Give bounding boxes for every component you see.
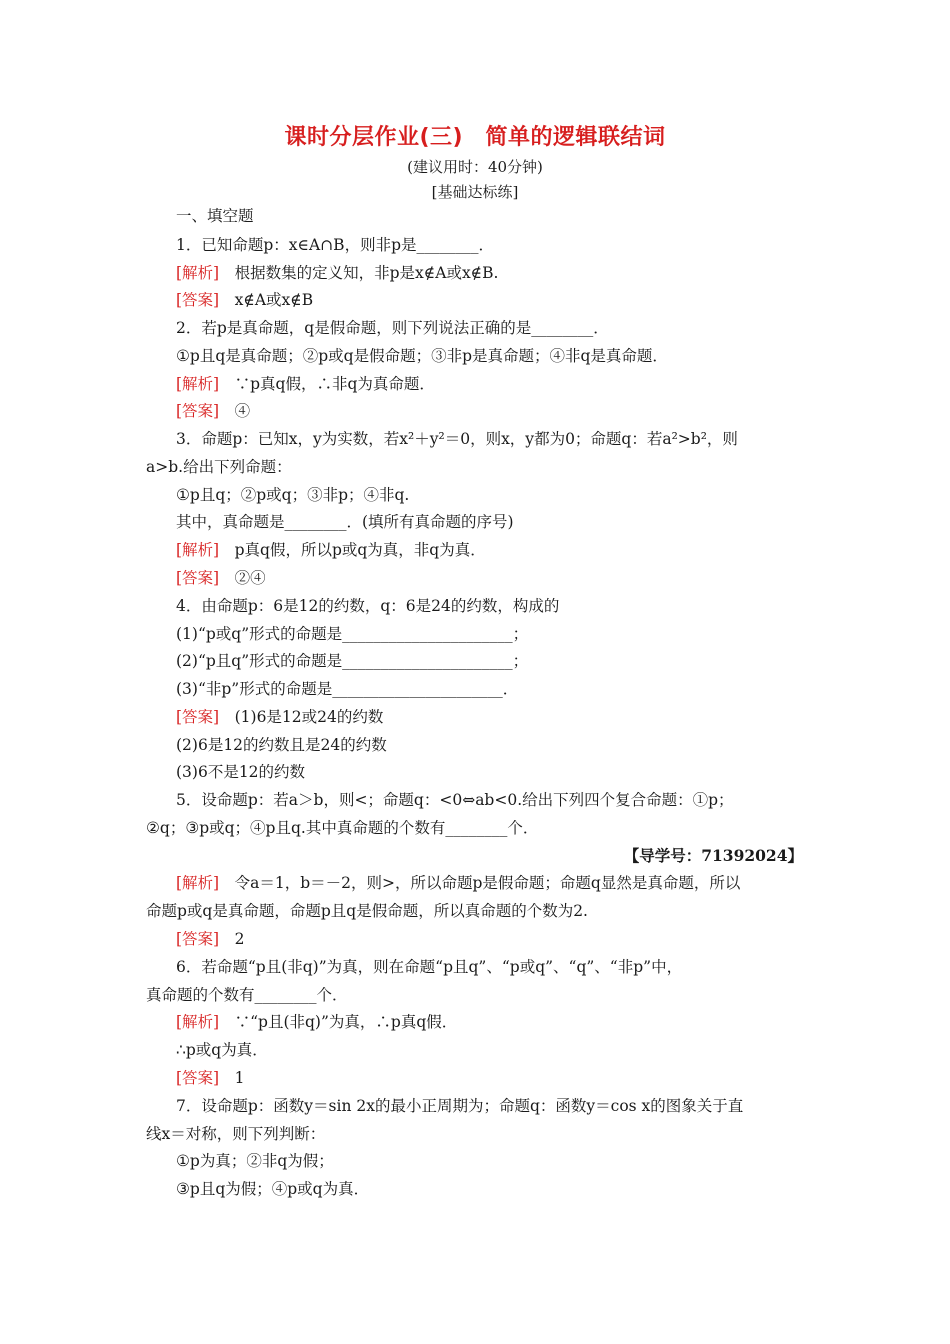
text-line [146, 901, 588, 921]
line-text: ③p且q为假；④p或q为真． [176, 1180, 370, 1198]
line-text: ∵“p且(非q)”为真，∴p真q假． [219, 1013, 458, 1031]
answer-line [176, 707, 383, 727]
answer-line [176, 1068, 244, 1088]
line-text: a>b.给出下列命题： [146, 458, 292, 476]
line-text: p真q假，所以p或q为真，非q为真． [219, 541, 486, 559]
text-line [176, 485, 409, 505]
page-title: 课时分层作业(三) 简单的逻辑联结词 [284, 125, 666, 150]
line-text: 其中，真命题是________．(填所有真命题的序号) [176, 513, 514, 531]
line-text: 1 [219, 1069, 245, 1087]
text-line [176, 624, 528, 644]
answer-tag: [答案] [176, 569, 220, 587]
line-text: 根据数集的定义知，非p是x∉A或x∉B. [219, 264, 499, 282]
analysis-tag: [解析] [176, 874, 220, 892]
line-text: 5．设命题p：若a＞b，则<；命题q：<0⇔ab<0.给出下列四个复合命题：①p； [176, 791, 734, 809]
answer-tag: [答案] [176, 930, 220, 948]
analysis-tag: [解析] [176, 541, 220, 559]
text-line [146, 457, 292, 477]
line-text: (2)6是12的约数且是24的约数 [176, 736, 387, 754]
text-line [176, 1179, 369, 1199]
analysis-tag: [解析] [176, 375, 220, 393]
line-text: (1)6是12或24的约数 [219, 708, 384, 726]
text-line [176, 1151, 334, 1171]
line-text: ①p为真；②非q为假； [176, 1152, 334, 1170]
text-line [176, 429, 738, 449]
line-text: 2 [219, 930, 245, 948]
line-text: ∴p或q为真． [176, 1041, 268, 1059]
analysis-line [176, 873, 740, 893]
text-line [176, 790, 734, 810]
text-line [176, 346, 668, 366]
answer-line [176, 290, 313, 310]
line-text: (2)“p且q”形式的命题是______________________； [176, 652, 529, 670]
answer-tag: [答案] [176, 708, 220, 726]
line-text: 线x＝对称，则下列判断： [146, 1125, 326, 1143]
analysis-line [176, 540, 486, 560]
text-line [146, 1124, 325, 1144]
text-line [146, 985, 348, 1005]
answer-tag: [答案] [176, 1069, 220, 1087]
line-text: 一、填空题 [176, 207, 254, 225]
text-line [176, 206, 254, 226]
section-heading: [基础达标练] [431, 183, 519, 201]
line-text: 4．由命题p：6是12的约数，q：6是24的约数，构成的 [176, 597, 560, 615]
analysis-line [176, 263, 498, 283]
line-text: 1．已知命题p：x∈A∩B，则非p是________． [176, 236, 494, 254]
text-line [176, 735, 387, 755]
text-line [176, 1096, 743, 1116]
text-line [176, 318, 609, 338]
line-text: 6．若命题“p且(非q)”为真，则在命题“p且q”、“p或q”、“q”、“非p”中， [176, 958, 683, 976]
line-text: x∉A或x∉B [219, 291, 314, 309]
analysis-line [176, 1012, 457, 1032]
suggested-time: (建议用时：40分钟) [407, 158, 543, 176]
text-line [176, 651, 528, 671]
text-line [176, 957, 682, 977]
line-text: 7．设命题p：函数y＝sin 2x的最小正周期为；命题q：函数y＝cos x的图象关于直 [176, 1097, 744, 1115]
line-text: ①p且q是真命题；②p或q是假命题；③非p是真命题；④非q是真命题． [176, 347, 668, 365]
text-line [176, 679, 518, 699]
answer-line [176, 401, 250, 421]
text-line [176, 235, 494, 255]
text-line [176, 596, 559, 616]
line-text: ②④ [219, 569, 266, 587]
answer-tag: [答案] [176, 291, 220, 309]
text-line [624, 846, 803, 866]
text-line [146, 818, 538, 838]
line-text: 2．若p是真命题，q是假命题，则下列说法正确的是________． [176, 319, 609, 337]
line-text: 令a＝1，b＝－2，则>，所以命题p是假命题；命题q显然是真命题，所以 [219, 874, 741, 892]
analysis-tag: [解析] [176, 1013, 220, 1031]
analysis-line [176, 374, 435, 394]
line-text: 命题p或q是真命题，命题p且q是假命题，所以真命题的个数为2. [146, 902, 588, 920]
line-text: 【导学号：71392024】 [623, 846, 803, 865]
line-text: ④ [219, 402, 251, 420]
line-text: ∵p真q假，∴非q为真命题． [219, 375, 435, 393]
line-text: 真命题的个数有________个． [146, 986, 348, 1004]
analysis-tag: [解析] [176, 264, 220, 282]
line-text: (1)“p或q”形式的命题是______________________； [176, 625, 529, 643]
text-line [176, 762, 305, 782]
line-text: ①p且q；②p或q；③非p；④非q. [176, 486, 410, 504]
line-text: ②q；③p或q；④p且q.其中真命题的个数有________个． [146, 819, 539, 837]
answer-line [176, 929, 244, 949]
line-text: 3．命题p：已知x，y为实数，若x²＋y²＝0，则x，y都为0；命题q：若a²>b²，则 [176, 430, 738, 448]
answer-line [176, 568, 266, 588]
answer-tag: [答案] [176, 402, 220, 420]
text-line [176, 1040, 268, 1060]
line-text: (3)6不是12的约数 [176, 763, 306, 781]
line-text: (3)“非p”形式的命题是______________________． [176, 680, 519, 698]
text-line [176, 512, 514, 532]
